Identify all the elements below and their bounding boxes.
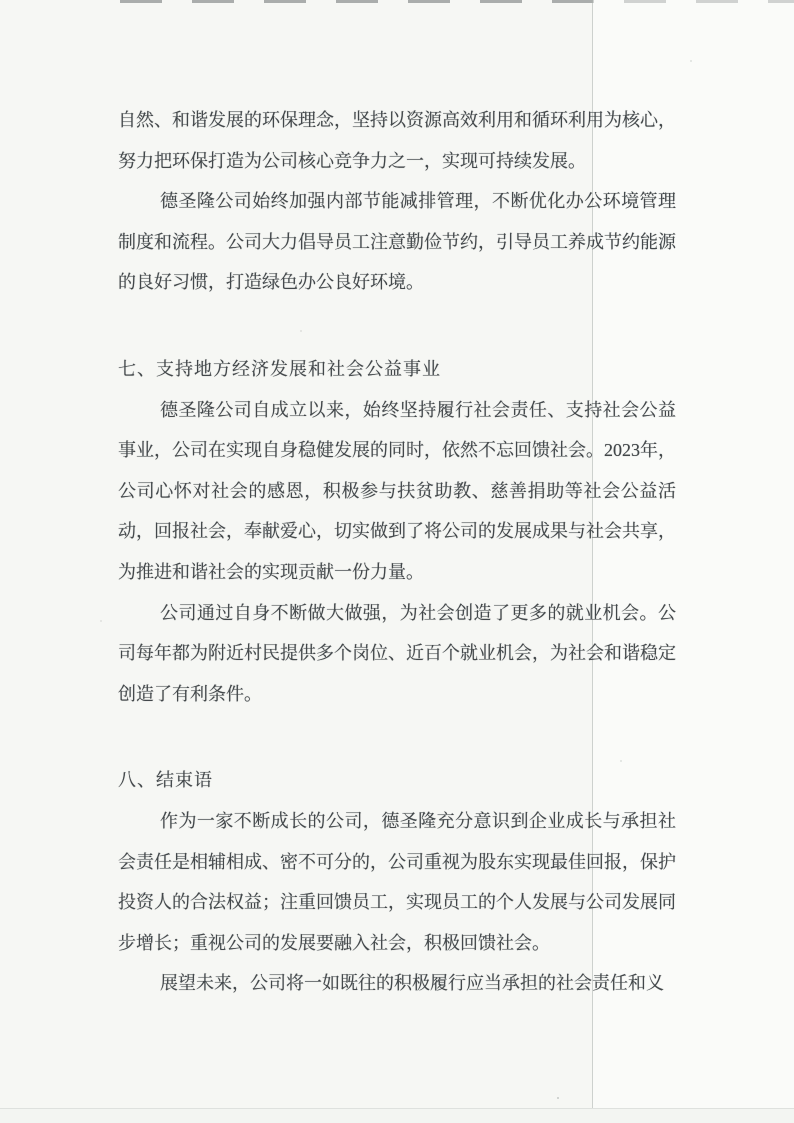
section-8-paragraph-conclusion: 作为一家不断成长的公司，德圣隆充分意识到企业成长与承担社会责任是相辅相成、密不可分的，公司重视为股东实现最佳回报，保护投资人的合法权益；注重回馈员工，实现员工的个人发展与公司发展同步增长；重视公司的发展要融入社会，积极回馈社会。 bbox=[118, 810, 676, 953]
scan-noise-specks bbox=[557, 1097, 559, 1099]
section-7-paragraph-employment: 公司通过自身不断做大做强，为社会创造了更多的就业机会。公司每年都为附近村民提供多个岗位、近百个就业机会，为社会和谐稳定创造了有利条件。 bbox=[118, 602, 676, 704]
scan-bottom-edge-artifact bbox=[0, 1108, 794, 1123]
section-8-paragraph-outlook-truncated: 展望未来，公司将一如既往的积极履行应当承担的社会责任和义 bbox=[160, 973, 664, 994]
section-7-paragraph-social-responsibility: 德圣隆公司自成立以来，始终坚持履行社会责任、支持社会公益事业，公司在实现自身稳健发展的同时，依然不忘回馈社会。2023年，公司心怀对社会的感恩，积极参与扶贫助教、慈善捐助等社会公益活动，回报社会，奉献爱心，切实做到了将公司的发展成果与社会共享，为推进和谐社会的实现贡献一份力量。 bbox=[118, 399, 676, 582]
paragraph-energy-saving-management: 德圣隆公司始终加强内部节能减排管理，不断优化办公环境管理制度和流程。公司大力倡导员工注意勤俭节约，引导员工养成节约能源的良好习惯，打造绿色办公良好环境。 bbox=[118, 191, 676, 293]
section-7-heading: 七、支持地方经济发展和社会公益事业 bbox=[118, 358, 441, 379]
document-body bbox=[118, 100, 676, 1004]
section-8-heading: 八、结束语 bbox=[118, 770, 213, 791]
paragraph-environmental-philosophy-continuation: 自然、和谐发展的环保理念，坚持以资源高效利用和循环利用为核心，努力把环保打造为公司核心竞争力之一，实现可持续发展。 bbox=[118, 110, 676, 171]
